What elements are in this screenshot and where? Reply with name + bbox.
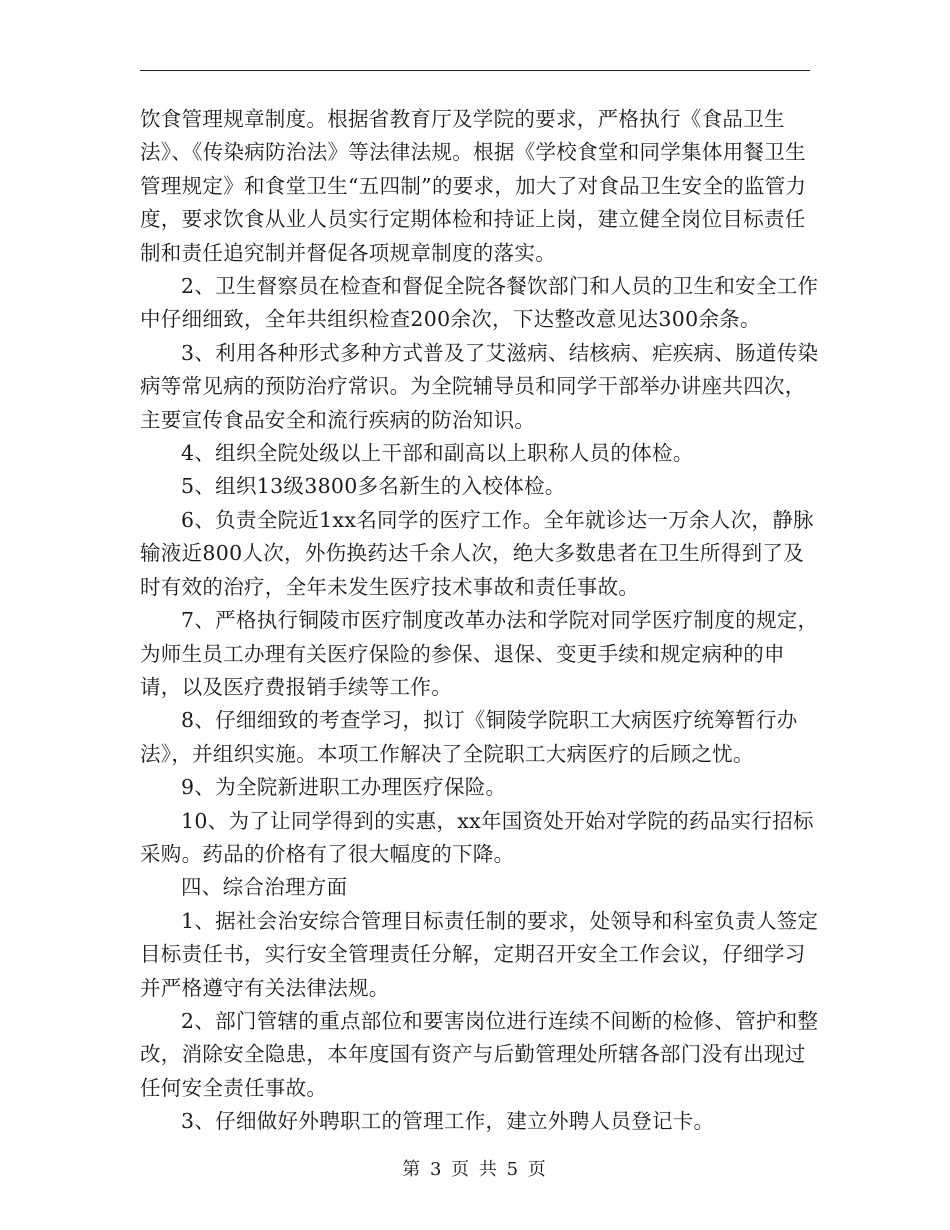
section-heading: 四、综合治理方面 [181, 875, 348, 900]
paragraph: 4、组织全院处级以上干部和副高以上职称人员的体检。 [181, 441, 694, 466]
header-rule [140, 70, 810, 71]
paragraph: 1、据社会治安综合管理目标责任制的要求，处领导和科室负责人签定目标责任书，实行安全管理责任分解，定期召开安全工作会议，仔细学习并严格遵守有关法律法规。 [140, 908, 819, 1000]
paragraph: 6、负责全院近1xx名同学的医疗工作。全年就诊达一万余人次，静脉输液近800人次，外伤换药达千余人次，绝大多数患者在卫生所得到了及时有效的治疗，全年未发生医疗技术事故和责任事故。 [140, 507, 814, 599]
paragraph: 2、卫生督察员在检查和督促全院各餐饮部门和人员的卫生和安全工作中仔细细致，全年共组织检查200余次，下达整改意见达300余条。 [140, 274, 819, 332]
paragraph: 3、仔细做好外聘职工的管理工作，建立外聘人员登记卡。 [181, 1109, 715, 1134]
page-footer: 第 3 页 共 5 页 [402, 1159, 548, 1180]
document-body [140, 103, 820, 1139]
paragraph: 9、为全院新进职工办理医疗保险。 [181, 775, 507, 800]
paragraph: 8、仔细细致的考查学习，拟订《铜陵学院职工大病医疗统筹暂行办法》，并组织实施。本项工作解决了全院职工大病医疗的后顾之忧。 [140, 708, 798, 766]
paragraph: 饮食管理规章制度。根据省教育厅及学院的要求，严格执行《食品卫生法》、《传染病防治法》等法律法规。根据《学校食堂和同学集体用餐卫生管理规定》和食堂卫生“五四制”的要求，加大了对食品卫生安全的监管力度，要求饮食从业人员实行定期体检和持证上岗，建立健全岗位目标责任制和责任追究制并督促各项规章制度的落实。 [140, 107, 807, 265]
paragraph: 3、利用各种形式多种方式普及了艾滋病、结核病、疟疾病、肠道传染病等常见病的预防治疗常识。为全院辅导员和同学干部举办讲座共四次，主要宣传食品安全和流行疾病的防治知识。 [140, 340, 819, 432]
paragraph: 10、为了让同学得到的实惠，xx年国资处开始对学院的药品实行招标采购。药品的价格有了很大幅度的下降。 [140, 808, 814, 866]
paragraph: 5、组织13级3800多名新生的入校体检。 [181, 474, 566, 499]
paragraph: 7、严格执行铜陵市医疗制度改革办法和学院对同学医疗制度的规定，为师生员工办理有关医疗保险的参保、退保、变更手续和规定病种的申请，以及医疗费报销手续等工作。 [140, 608, 819, 699]
paragraph: 2、部门管辖的重点部位和要害岗位进行连续不间断的检修、管护和整改，消除安全隐患，本年度国有资产与后勤管理处所辖各部门没有出现过任何安全责任事故。 [140, 1008, 819, 1100]
